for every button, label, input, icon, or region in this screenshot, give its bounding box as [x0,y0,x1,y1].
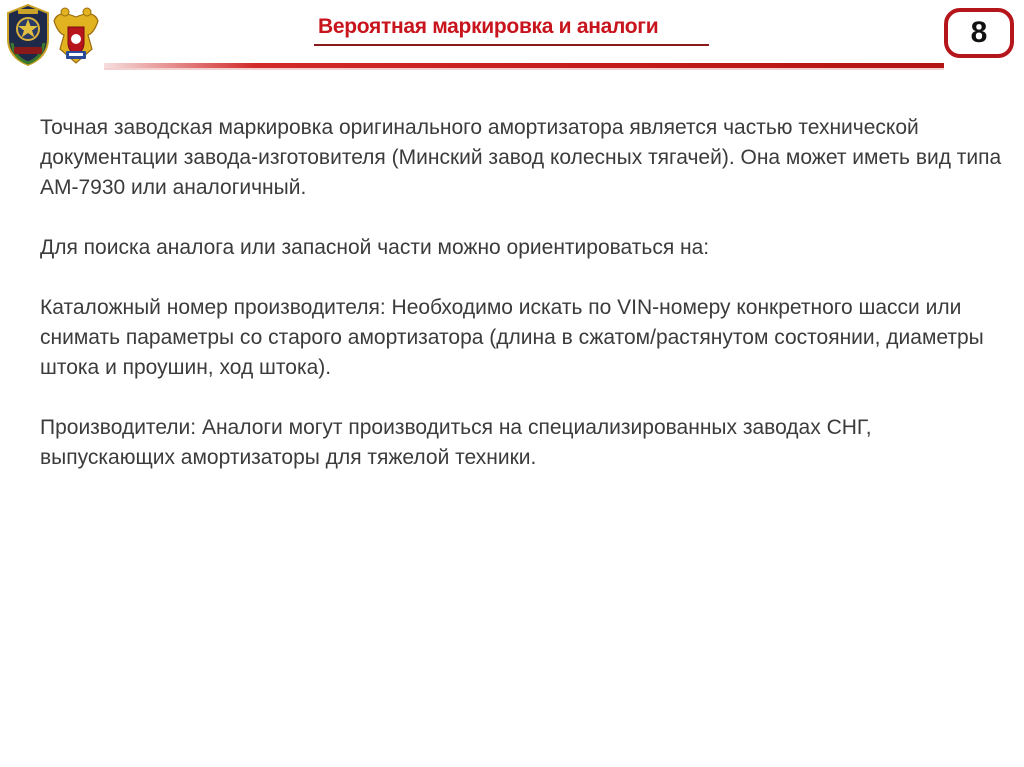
paragraph-catalog-number: Каталожный номер производителя: Необходимо искать по VIN-номеру конкретного шасси или снимать параметры со старого амортизатора (длина в сжатом/растянутом состоянии, диаметры штока и проушин, ход штока). [40,296,984,379]
title-underline [314,44,709,46]
paragraph-search-intro: Для поиска аналога или запасной части можно ориентироваться на: [40,236,710,259]
double-headed-eagle-shield-icon [52,3,100,67]
slide-header [0,0,1024,78]
military-crest-icon [4,3,52,67]
paragraph-manufacturers: Производители: Аналоги могут производиться на специализированных заводах СНГ, выпускающих амортизаторы для тяжелой техники. [40,416,872,469]
page-number: 8 [970,16,988,49]
paragraph-marking: Точная заводская маркировка оригинального амортизатора является частью технической документации завода-изготовителя (Минский завод колесных тягачей). Она может иметь вид типа АМ-7930 или аналогичный. [40,116,1002,199]
header-divider-shadow [104,68,944,70]
page-number-badge [944,8,1014,58]
slide-body [40,110,1010,503]
slide-title: Вероятная маркировка и аналоги [318,15,659,38]
